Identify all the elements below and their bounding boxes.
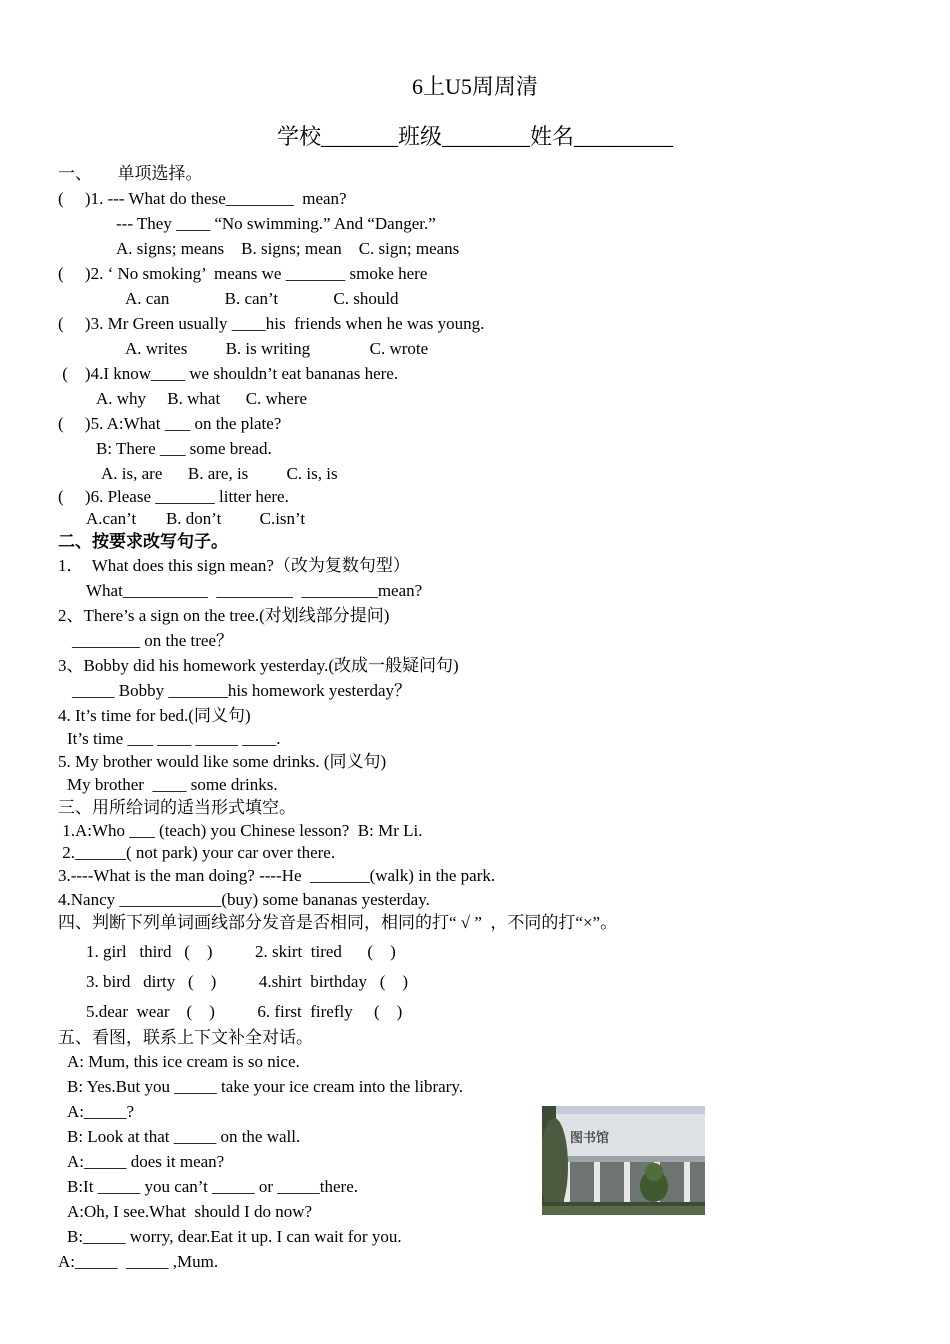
page-title: 6上U5周周清 <box>412 74 538 99</box>
worksheet-line: B: Yes.But you _____ take your ice cream into the library. <box>67 1077 463 1096</box>
worksheet-line: A. why B. what C. where <box>96 389 308 408</box>
worksheet-line: 3. bird dirty ( ) 4.shirt birthday ( ) <box>86 972 409 991</box>
worksheet-line: ( )5. A:What ___ on the plate? <box>58 414 282 433</box>
worksheet-line: ( )1. --- What do these________ mean? <box>58 189 347 208</box>
worksheet-line: 2.______( not park) your car over there. <box>58 843 336 862</box>
worksheet-line: A:_____? <box>67 1102 135 1121</box>
worksheet-line: ( )3. Mr Green usually ____his friends when he was young. <box>58 314 485 333</box>
library-photo <box>542 1106 705 1215</box>
worksheet-line: B: Look at that _____ on the wall. <box>67 1127 301 1146</box>
worksheet-line: A: Mum, this ice cream is so nice. <box>67 1052 300 1071</box>
worksheet-line: 3.----What is the man doing? ----He _______(walk) in the park. <box>58 866 496 885</box>
worksheet-line: 4. It’s time for bed.(同义句) <box>58 706 251 725</box>
worksheet-line: B: There ___ some bread. <box>96 439 272 458</box>
worksheet-line: A:Oh, I see.What should I do now? <box>67 1202 313 1221</box>
worksheet-line: B:_____ worry, dear.Eat it up. I can wait for you. <box>67 1227 402 1246</box>
worksheet-line: It’s time ___ ____ _____ ____. <box>67 729 281 748</box>
worksheet-line: 4.Nancy ____________(buy) some bananas yesterday. <box>58 890 430 909</box>
worksheet-line: B:It _____ you can’t _____ or _____there. <box>67 1177 359 1196</box>
student-info-line: 学校_______班级________姓名_________ <box>276 124 673 149</box>
worksheet-line: A:_____ does it mean? <box>67 1152 225 1171</box>
worksheet-line: 5.dear wear ( ) 6. first firefly ( ) <box>86 1002 403 1021</box>
worksheet-line: A:_____ _____ ,Mum. <box>58 1252 219 1271</box>
worksheet-line: A. signs; means B. signs; mean C. sign; means <box>116 239 460 258</box>
worksheet-line: ( )4.I know____ we shouldn’t eat bananas here. <box>58 364 399 383</box>
worksheet-line: 三、用所给词的适当形式填空。 <box>58 798 296 817</box>
worksheet-line: 四、判断下列单词画线部分发音是否相同，相同的打“ √ ” ，不同的打“×”。 <box>58 913 618 932</box>
worksheet-line: A. writes B. is writing C. wrote <box>125 339 429 358</box>
svg-text:图书馆: 图书馆 <box>570 1131 610 1146</box>
worksheet-line: 5. My brother would like some drinks. (同义句) <box>58 752 387 771</box>
worksheet-line: ( )6. Please _______ litter here. <box>58 487 289 506</box>
worksheet-line: My brother ____ some drinks. <box>67 775 278 794</box>
worksheet-line: 2、There’s a sign on the tree.(对划线部分提问) <box>58 606 390 625</box>
worksheet-line: _____ Bobby _______his homework yesterday？ <box>72 681 412 700</box>
worksheet-line: 1. girl third ( ) 2. skirt tired ( ) <box>86 942 396 961</box>
worksheet-line: What__________ _________ _________mean? <box>86 581 423 600</box>
worksheet-line: --- They ____ “No swimming.” And “Danger.” <box>116 214 436 233</box>
worksheet-line: ________ on the tree？ <box>72 631 233 650</box>
worksheet-line: 1． What does this sign mean?（改为复数句型） <box>58 556 410 575</box>
worksheet-line: A. is, are B. are, is C. is, is <box>101 464 338 483</box>
worksheet-line: 一、 单项选择。 <box>58 164 203 183</box>
worksheet-line: A. can B. can’t C. should <box>125 289 399 308</box>
worksheet-line: 1.A:Who ___ (teach) you Chinese lesson? B: Mr Li. <box>58 821 423 840</box>
worksheet-line: A.can’t B. don’t C.isn’t <box>86 509 306 528</box>
section-heading: 二、按要求改写句子。 <box>58 532 228 551</box>
worksheet-line: 3、Bobby did his homework yesterday.(改成一般疑问句) <box>58 656 459 675</box>
worksheet-line: 五、看图，联系上下文补全对话。 <box>58 1028 313 1047</box>
library-building-illustration <box>542 1106 705 1215</box>
worksheet-line: ( )2. ‘ No smoking’ means we _______ smoke here <box>58 264 428 283</box>
